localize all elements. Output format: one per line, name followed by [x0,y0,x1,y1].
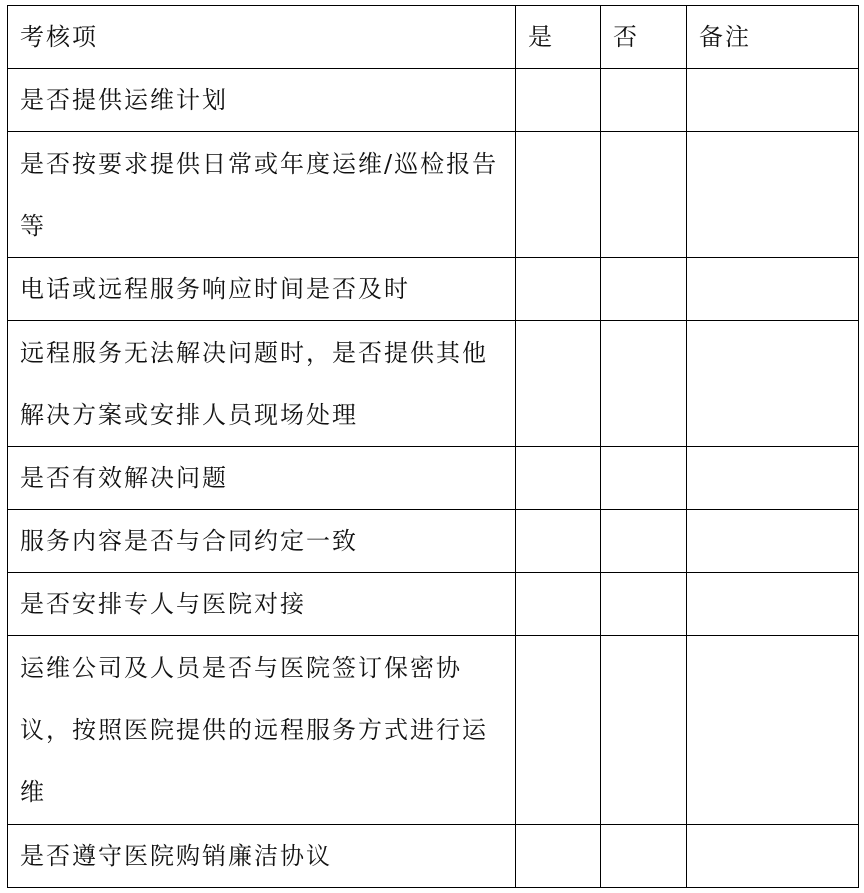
no-cell[interactable] [601,573,687,636]
yes-cell[interactable] [516,825,601,888]
no-cell[interactable] [601,825,687,888]
yes-cell[interactable] [516,510,601,573]
note-cell[interactable] [687,447,859,510]
no-cell[interactable] [601,321,687,447]
yes-cell[interactable] [516,69,601,132]
note-cell[interactable] [687,258,859,321]
item-cell: 是否安排专人与医院对接 [8,573,516,636]
note-cell[interactable] [687,321,859,447]
no-cell[interactable] [601,636,687,825]
item-cell: 远程服务无法解决问题时，是否提供其他解决方案或安排人员现场处理 [8,321,516,447]
note-cell[interactable] [687,636,859,825]
note-cell[interactable] [687,573,859,636]
header-row [8,6,859,69]
header-yes: 是 [516,6,601,69]
table-row [8,825,859,888]
item-cell: 是否提供运维计划 [8,69,516,132]
header-no: 否 [601,6,687,69]
yes-cell[interactable] [516,447,601,510]
item-cell: 是否有效解决问题 [8,447,516,510]
note-cell[interactable] [687,510,859,573]
no-cell[interactable] [601,132,687,258]
header-item: 考核项 [8,6,516,69]
yes-cell[interactable] [516,258,601,321]
yes-cell[interactable] [516,132,601,258]
header-note: 备注 [687,6,859,69]
no-cell[interactable] [601,447,687,510]
table-row [8,447,859,510]
table-row [8,636,859,825]
note-cell[interactable] [687,825,859,888]
no-cell[interactable] [601,258,687,321]
table-row [8,573,859,636]
assessment-table [7,5,859,888]
item-cell: 电话或远程服务响应时间是否及时 [8,258,516,321]
item-cell: 运维公司及人员是否与医院签订保密协议，按照医院提供的远程服务方式进行运维 [8,636,516,825]
yes-cell[interactable] [516,636,601,825]
item-cell: 服务内容是否与合同约定一致 [8,510,516,573]
yes-cell[interactable] [516,321,601,447]
table-row [8,69,859,132]
note-cell[interactable] [687,132,859,258]
table-row [8,258,859,321]
item-cell: 是否按要求提供日常或年度运维/巡检报告等 [8,132,516,258]
no-cell[interactable] [601,69,687,132]
note-cell[interactable] [687,69,859,132]
no-cell[interactable] [601,510,687,573]
item-cell: 是否遵守医院购销廉洁协议 [8,825,516,888]
yes-cell[interactable] [516,573,601,636]
table-row [8,510,859,573]
table-row [8,132,859,258]
table-row [8,321,859,447]
